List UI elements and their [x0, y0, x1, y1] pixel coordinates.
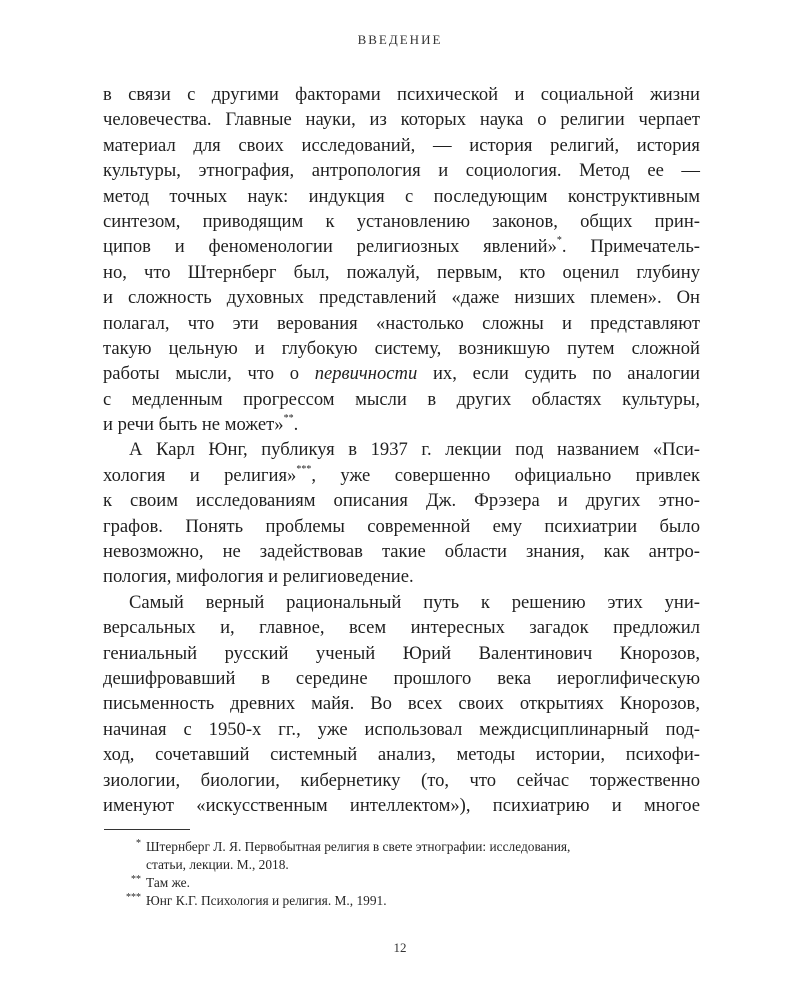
footnote-text: статьи, лекции. М., 2018.: [146, 857, 289, 872]
text-line: и сложность духовных представлений «даже низших племен». Он: [103, 287, 700, 309]
footnote-item: [103, 874, 703, 892]
text-line: ход, сочетавший системный анализ, методы истории, психофи-: [103, 744, 700, 766]
text-segment: и речи быть не может»: [103, 414, 284, 436]
text-line: именуют «искусственным интеллектом»), психиатрию и многое: [103, 794, 700, 816]
footnote-divider: [104, 829, 190, 830]
text-segment: .: [293, 414, 299, 436]
text-line: гениальный русский ученый Юрий Валентинович Кнорозов,: [103, 642, 700, 664]
footnote-marker[interactable]: *: [556, 235, 562, 247]
italic-term: первичности: [314, 363, 418, 385]
text-line: метод точных наук: индукция с последующим конструктивным: [103, 185, 700, 207]
footnote-text: Штернберг Л. Я. Первобытная религия в свете этнографии: исследования,: [146, 839, 571, 854]
text-line: культуры, этнография, антропология и социология. Метод ее —: [103, 160, 700, 182]
footnote-mark: **: [131, 874, 141, 885]
text-line: в связи с другими факторами психической и социальной жизни: [103, 84, 700, 105]
text-line: зиологии, биологии, кибернетику (то, что сейчас торжественно: [103, 769, 700, 791]
footnote-text: Юнг К.Г. Психология и религия. М., 1991.: [146, 893, 387, 908]
text-line: синтезом, приводящим к установлению законов, общих прин-: [103, 210, 700, 232]
footnote-item: [103, 838, 703, 874]
body-text: [103, 82, 700, 818]
text-line: пология, мифология и религиоведение.: [103, 566, 414, 588]
text-line: [103, 234, 700, 259]
text-line: с медленным прогрессом мысли в других областях культуры,: [103, 388, 700, 410]
footnote-mark: ***: [126, 892, 141, 903]
text-line: к своим исследованиям описания Дж. Фрэзера и других этно-: [103, 490, 700, 512]
text-line: такую цельную и глубокую систему, возникшую путем сложной: [103, 337, 700, 359]
footnotes: [103, 838, 703, 910]
text-line: человечества. Главные науки, из которых наука о религии черпает: [103, 109, 700, 131]
text-line: [103, 412, 700, 437]
text-line: невозможно, не задействовав такие области знания, как антро-: [103, 541, 700, 563]
text-segment: ципов и феноменологии религиозных явлений»: [103, 236, 557, 258]
text-line: [103, 361, 700, 386]
text-line: материал для своих исследований, — история религий, история: [103, 134, 700, 156]
text-segment: их, если судить по аналогии: [417, 363, 700, 385]
text-line: полагал, что эти верования «настолько сложны и представляют: [103, 312, 700, 334]
running-head: ВВЕДЕНИЕ: [357, 32, 443, 47]
footnote-marker[interactable]: ***: [296, 463, 312, 475]
text-segment: , уже совершенно официально привлек: [311, 464, 700, 486]
text-segment: работы мысли, что о: [103, 363, 315, 385]
text-line: графов. Понять проблемы современной ему психиатрии было: [103, 515, 700, 537]
text-line: [103, 463, 700, 488]
text-line: версальных и, главное, всем интересных загадок предложил: [103, 617, 700, 639]
page-number: 12: [393, 940, 407, 955]
text-line: но, что Штернберг был, пожалуй, первым, кто оценил глубину: [103, 261, 700, 283]
text-line: А Карл Юнг, публикуя в 1937 г. лекции под названием «Пси-: [129, 439, 700, 461]
footnote-marker[interactable]: **: [283, 412, 294, 424]
text-segment: хология и религия»: [103, 464, 297, 486]
text-segment: . Примечатель-: [561, 236, 700, 258]
text-line: дешифровавший в середине прошлого века иероглифическую: [103, 667, 700, 689]
text-line: начиная с 1950-х гг., уже использовал междисциплинарный под-: [103, 718, 700, 740]
text-line: Самый верный рациональный путь к решению этих уни-: [129, 591, 700, 613]
text-line: письменность древних майя. Во всех своих открытиях Кнорозов,: [103, 693, 700, 715]
footnote-mark: *: [136, 838, 141, 849]
footnote-text: Там же.: [146, 875, 190, 890]
footnote-item: [103, 892, 703, 910]
